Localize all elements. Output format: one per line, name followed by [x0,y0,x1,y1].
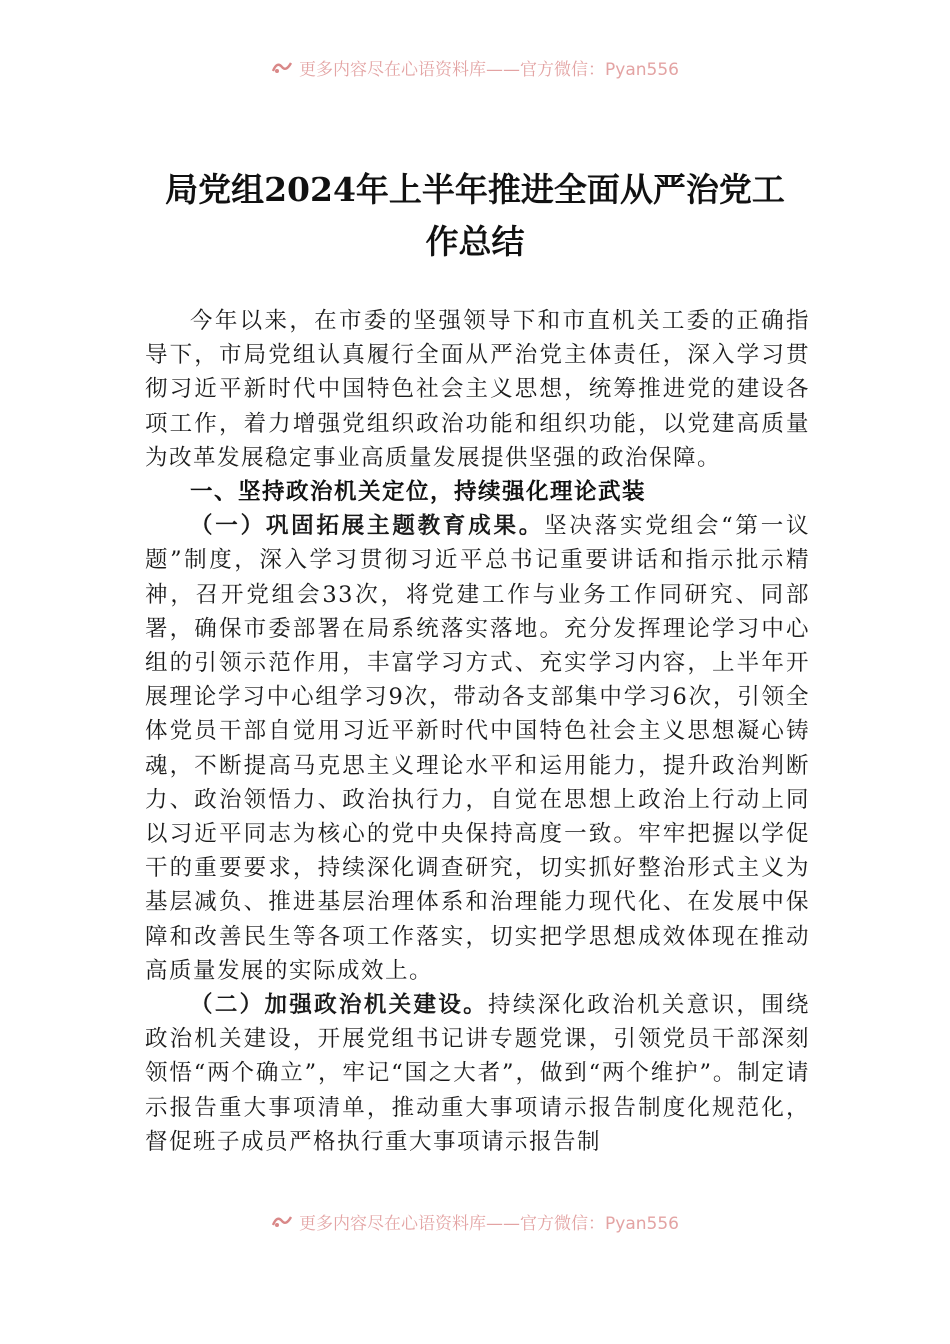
intro-paragraph: 今年以来，在市委的坚强领导下和市直机关工委的正确指导下，市局党组认真履行全面从严治党主体责任，深入学习贯彻习近平新时代中国特色社会主义思想，统筹推进党的建设各项工作，着力增强党组织政治功能和组织功能，以党建高质量为改革发展稳定事业高质量发展提供坚强的政治保障。 [145,308,810,471]
document-title-line-1: 局党组2024年上半年推进全面从严治党工 [165,170,785,209]
document-body [145,304,810,1159]
banner-text: 更多内容尽在心语资料库——官方微信：Pyan556 [299,60,679,80]
header-watermark-banner [0,58,950,82]
subsection-2-text: 持续深化政治机关意识，围绕政治机关建设，开展党组书记讲专题党课，引领党员干部深刻领悟“两个确立”，牢记“国之大者”，做到“两个维护”。制定请示报告重大事项清单，推动重大事项请示报告制度化规范化，督促班子成员严格执行重大事项请示报告制 [145,992,810,1155]
section-1-heading: 一、坚持政治机关定位，持续强化理论武装 [190,479,647,506]
subsection-1-paragraph [145,509,810,988]
subsection-1-text: 坚决落实党组会“第一议题”制度，深入学习贯彻习近平总书记重要讲话和指示批示精神，召开党组会33次，将党建工作与业务工作同研究、同部署，确保市委部署在局系统落实落地。充分发挥理论学习中心组的引领示范作用，丰富学习方式、充实学习内容，上半年开展理论学习中心组学习9次，带动各支部集中学习6次，引领全体党员干部自觉用习近平新时代中国特色社会主义思想凝心铸魂，不断提高马克思主义理论水平和运用能力，提升政治判断力、政治领悟力、政治执行力，自觉在思想上政治上行动上同以习近平同志为核心的党中央保持高度一致。牢牢把握以学促干的重要要求，持续深化调查研究，切实抓好整治形式主义为基层减负、推进基层治理体系和治理能力现代化、在发展中保障和改善民生等各项工作落实，切实把学思想成效体现在推动高质量发展的实际成效上。 [145,513,810,984]
brand-logo-icon [271,58,293,82]
brand-logo-icon [271,1212,293,1236]
document-title-line-2: 作总结 [425,222,525,261]
footer-watermark-banner [0,1212,950,1236]
banner-text: 更多内容尽在心语资料库——官方微信：Pyan556 [299,1214,679,1234]
subsection-2-lead: （二）加强政治机关建设。 [190,992,488,1019]
subsection-1-lead: （一）巩固拓展主题教育成果。 [190,513,545,540]
subsection-2-paragraph [145,988,810,1159]
